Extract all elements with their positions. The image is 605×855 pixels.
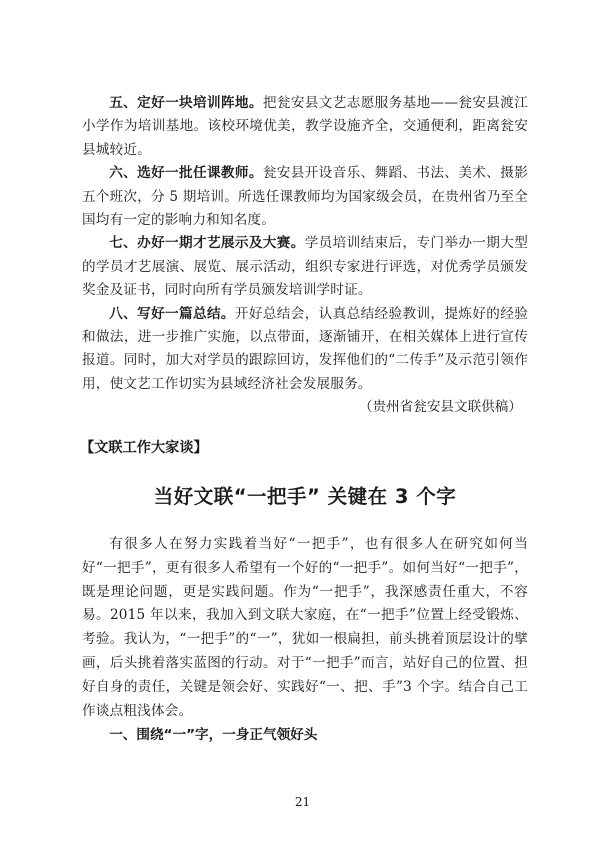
item-text-6: 瓮安县开设音乐、舞蹈、书法、美术、摄影五个班次，分 5 期培训。所选任课教师均为国家级会员，在贵州省乃至全国均有一定的影响力和知名度。 [82,165,528,229]
article-title: 当好文联“一把手” 关键在 3 个字 [153,484,457,508]
item-heading-8: 八、写好一篇总结。 [109,305,235,322]
article-intro-paragraph: 有很多人在努力实践着当好“一把手”，也有很多人在研究如何当好“一把手”，更有很多人希望有一个好的“一把手”。如何当好“一把手”，既是理论问题，更是实践问题。作为“一把手”，我深感责任重大，不容易。2015 年以来，我加入到文联大家庭，在“一把手”位置上经受锻炼、考验。我认为，“一把手”的“一”，犹如一根扁担，前头挑着顶层设计的擘画，后头挑着落实蓝图的行动。对于“一把手”而言，站好自己的位置、担好自身的责任，关键是领会好、实践好“一、把、手”3 个字。结合自己工作谈点粗浅体会。 [82,535,528,720]
item-text-5: 把瓮安县文艺志愿服务基地——瓮安县渡江小学作为培训基地。该校环境优美，教学设施齐全，交通便利，距离瓮安县城较近。 [82,95,528,158]
section-heading: 一、围绕“一”字，一身正气领好头 [109,726,318,743]
page-number: 21 [294,795,311,809]
item-text-7: 学员培训结束后，专门举办一期大型的学员才艺展演、展览、展示活动，组织专家进行评选，对优秀学员颁发奖金及证书，同时向所有学员颁发培训学时证。 [82,235,528,299]
item-heading-6: 六、选好一批任课教师。 [109,165,263,182]
item-paragraph-6 [82,162,528,232]
item-heading-7: 七、办好一期才艺展示及大赛。 [109,235,305,252]
source-credit: （贵州省瓮安县文联供稿） [358,399,522,416]
item-heading-5: 五、定好一块培训阵地。 [109,95,263,111]
article-body-block [82,533,528,748]
document-page [82,92,528,747]
item-paragraph-7 [82,232,528,302]
item-paragraph-5 [82,92,528,162]
column-tag: 【文联工作大家谈】 [80,439,208,456]
item-text-8: 开好总结会，认真总结经验教训，提炼好的经验和做法，进一步推广实施，以点带面，逐渐铺开，在相关媒体上进行宣传报道。同时，加大对学员的跟踪回访，发挥他们的“二传手”及示范引领作用，使文艺工作切实为县域经济社会发展服务。 [82,305,528,392]
item-paragraph-8 [82,303,528,397]
